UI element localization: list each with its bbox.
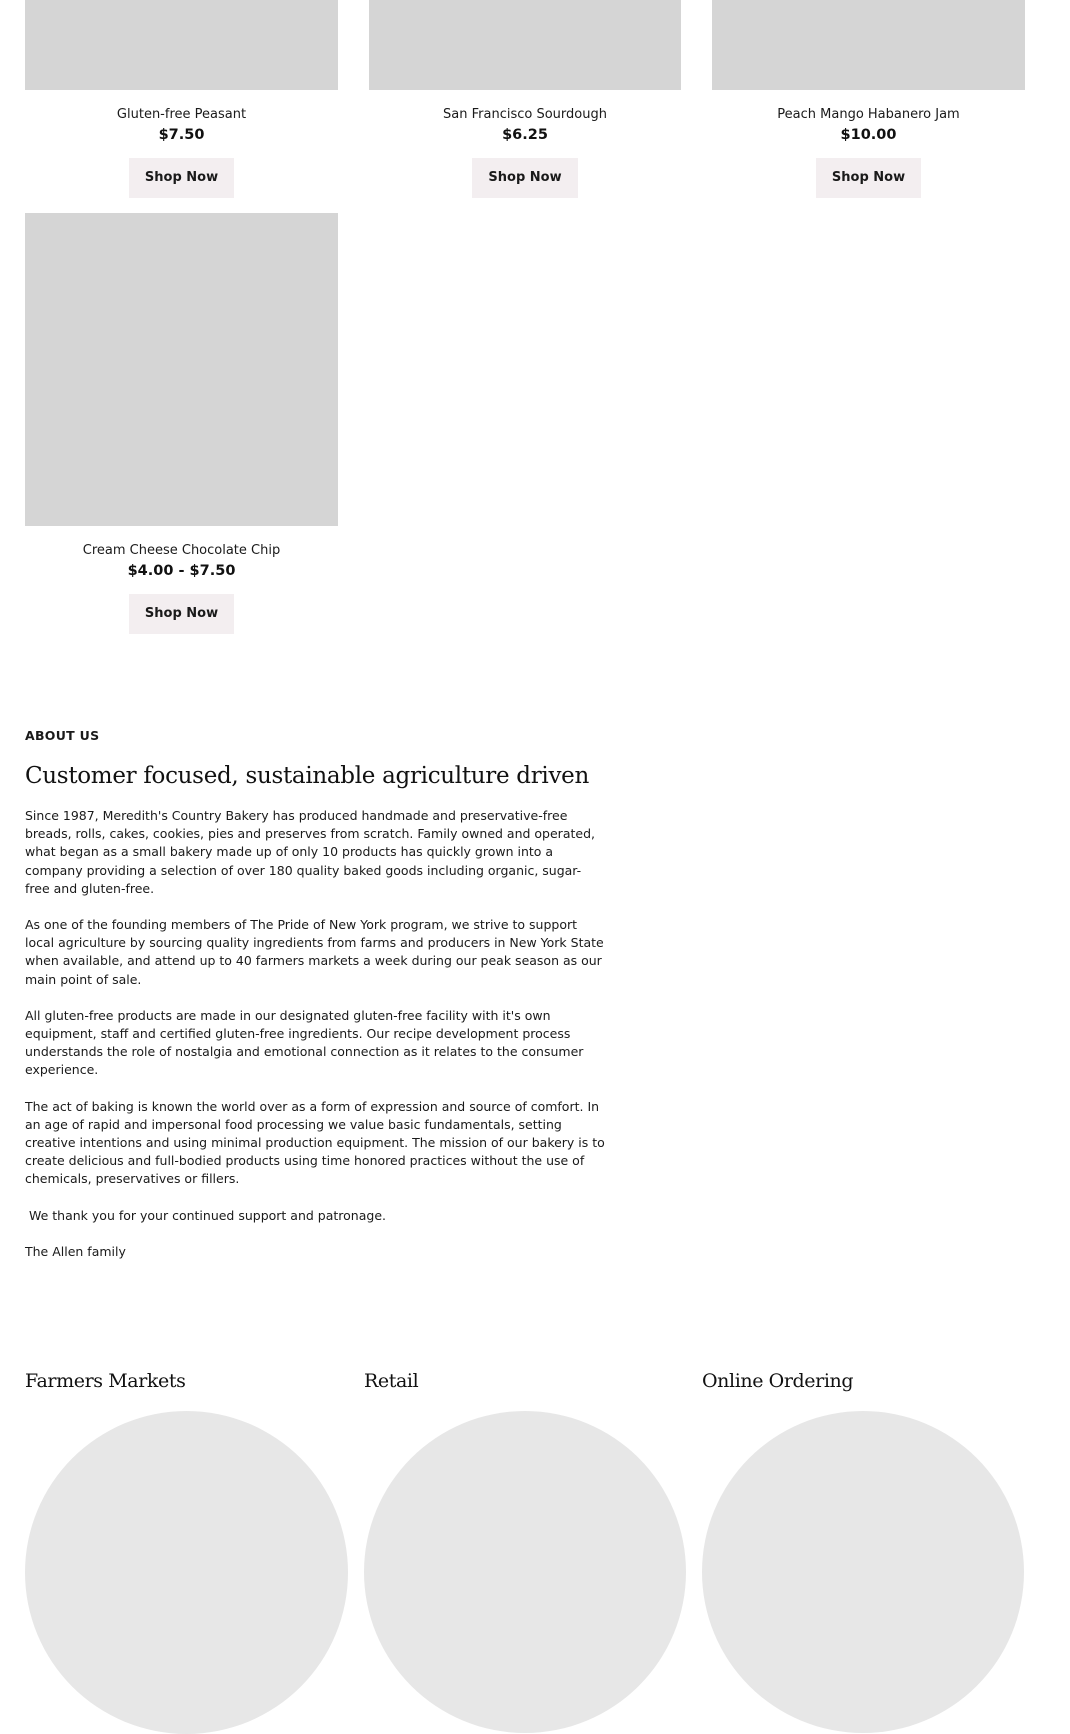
about-heading: Customer focused, sustainable agriculture driven xyxy=(25,763,590,789)
product-image[interactable] xyxy=(25,0,338,90)
feature-image[interactable] xyxy=(364,1411,686,1733)
shop-now-button[interactable]: Shop Now xyxy=(472,158,577,198)
product-image[interactable] xyxy=(712,0,1025,90)
about-eyebrow: ABOUT US xyxy=(25,728,100,743)
product-card-cream-cheese-chocolate-chip xyxy=(25,213,338,634)
product-price: $4.00 - $7.50 xyxy=(127,563,236,579)
product-price: $7.50 xyxy=(158,127,205,143)
shop-now-button[interactable]: Shop Now xyxy=(129,158,234,198)
features-section xyxy=(0,1365,1070,1565)
about-section xyxy=(25,727,609,1261)
about-paragraph-history: Since 1987, Meredith's Country Bakery has produced handmade and preservative-free breads, rolls, cakes, cookies, pies and preserves from scratch. Family owned and operated, what began as a small bakery made up of only 10 products has quickly grown into a company providing a selection of over 180 quality baked goods including organic, sugar-free and gluten-free. xyxy=(25,808,599,896)
about-paragraph-local-agriculture: As one of the founding members of The Pride of New York program, we strive to support local agriculture by sourcing quality ingredients from farms and producers in New York State when available, and attend up to 40 farmers markets a week during our peak season as our main point of sale. xyxy=(25,917,608,987)
feature-online-ordering xyxy=(702,1365,1025,1397)
feature-image[interactable] xyxy=(25,1411,348,1734)
product-name[interactable]: Peach Mango Habanero Jam xyxy=(777,107,960,122)
feature-retail xyxy=(364,1365,687,1397)
shop-now-button[interactable]: Shop Now xyxy=(129,594,234,634)
product-image[interactable] xyxy=(369,0,681,90)
about-signature: The Allen family xyxy=(25,1243,126,1259)
product-name[interactable]: Cream Cheese Chocolate Chip xyxy=(82,543,281,558)
feature-farmers-markets xyxy=(25,1365,348,1397)
about-paragraph-gluten-free: All gluten-free products are made in our designated gluten-free facility with it's own equipment, staff and certified gluten-free ingredients. Our recipe development process understands the role of nostalgia and emotional connection as it relates to the consumer experience. xyxy=(25,1007,588,1078)
product-image[interactable] xyxy=(25,213,338,526)
about-paragraph-mission: The act of baking is known the world over as a form of expression and source of comfort. In an age of rapid and impersonal food processing we value basic fundamentals, setting creative intentions and using minimal production equipment. The mission of our bakery is to create delicious and full-bodied products using time honored practices without the use of chemicals, preservatives or fillers. xyxy=(25,1098,609,1187)
feature-title: Retail xyxy=(364,1370,419,1392)
about-paragraph-thanks: We thank you for your continued support and patronage. xyxy=(25,1207,386,1223)
product-price: $6.25 xyxy=(502,127,548,143)
feature-title: Online Ordering xyxy=(702,1370,854,1392)
feature-image[interactable] xyxy=(702,1411,1024,1733)
feature-title: Farmers Markets xyxy=(25,1370,186,1392)
product-card-peach-mango-habanero-jam xyxy=(712,0,1025,198)
product-card-san-francisco-sourdough xyxy=(369,0,681,198)
product-card-gluten-free-peasant xyxy=(25,0,338,198)
product-name[interactable]: Gluten-free Peasant xyxy=(116,107,247,122)
product-name[interactable]: San Francisco Sourdough xyxy=(443,107,607,122)
shop-now-button[interactable]: Shop Now xyxy=(816,158,921,198)
product-price: $10.00 xyxy=(840,127,897,143)
